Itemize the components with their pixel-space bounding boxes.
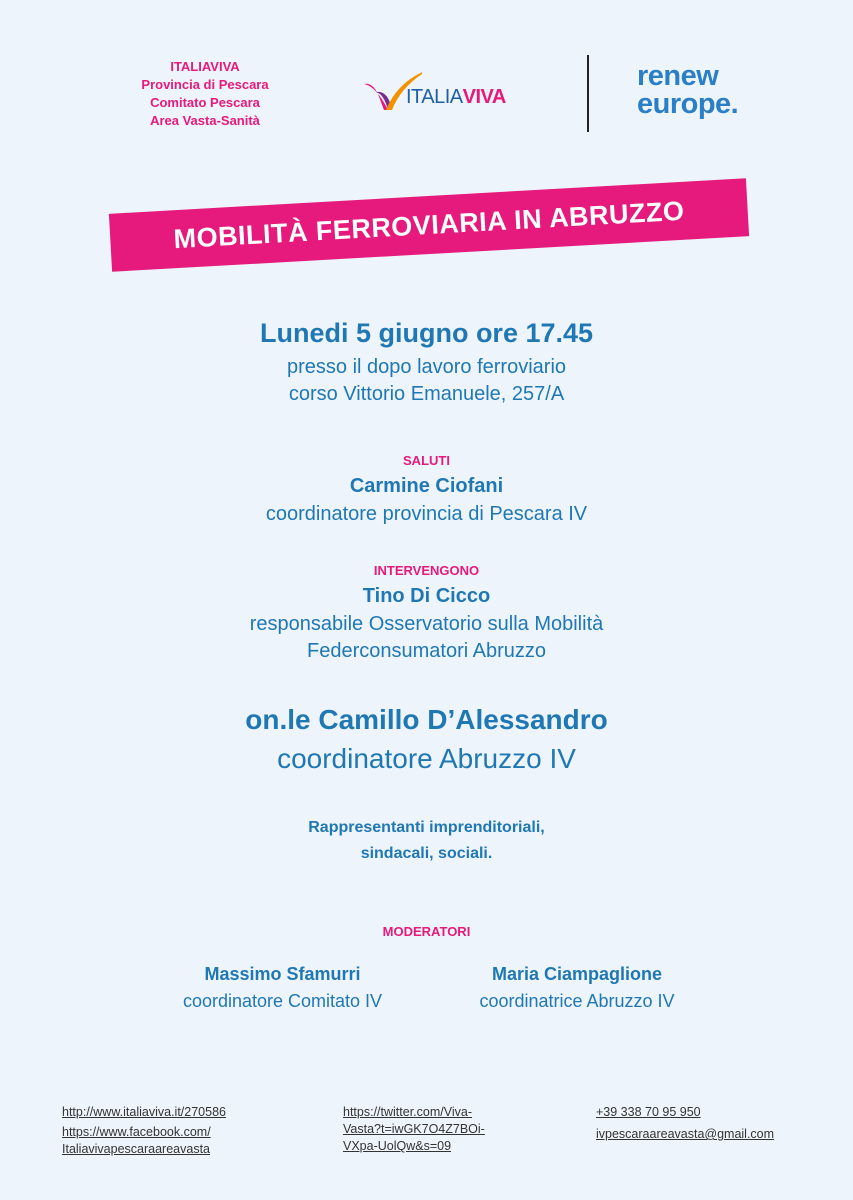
role-line: responsabile Osservatorio sulla Mobilità: [249, 613, 604, 635]
phone-number[interactable]: +39 338 70 95 950: [596, 1105, 701, 1119]
saluti-label: SALUTI: [403, 453, 450, 468]
moderator-role: coordinatrice Abruzzo IV: [479, 991, 675, 1011]
organizer-block: [105, 58, 305, 130]
renew-line: renew: [637, 60, 719, 92]
moderator-name: Massimo Sfamurri: [204, 964, 361, 984]
twitter-link-cont[interactable]: Vasta?t=iwGK7O4Z7BOi-: [343, 1122, 485, 1136]
facebook-link[interactable]: https://www.facebook.com/: [62, 1125, 211, 1139]
representatives: [0, 815, 853, 867]
keynote-name: on.le Camillo D’Alessandro: [245, 704, 608, 735]
wordmark-part1: ITALIA: [406, 86, 463, 108]
twitter-link-cont[interactable]: VXpa-UolQw&s=09: [343, 1139, 452, 1153]
role-line: Federconsumatori Abruzzo: [306, 640, 546, 662]
moderatori-label: MODERATORI: [382, 924, 471, 939]
venue-line: corso Vittorio Emanuele, 257/A: [288, 383, 565, 405]
footer-web-links[interactable]: [62, 1104, 226, 1158]
email-link[interactable]: ivpescaraareavasta@gmail.com: [596, 1127, 775, 1141]
renew-europe-logo: [637, 62, 777, 118]
intervengono-role: [0, 611, 853, 665]
website-link[interactable]: http://www.italiaviva.it/270586: [62, 1105, 226, 1119]
reps-line: Rappresentanti imprenditoriali,: [308, 819, 545, 836]
moderator-2: [442, 964, 712, 1012]
footer-twitter-link[interactable]: [343, 1104, 485, 1155]
keynote-role: coordinatore Abruzzo IV: [277, 743, 576, 774]
venue-line: presso il dopo lavoro ferroviario: [286, 356, 567, 378]
facebook-link-cont[interactable]: Italiavivapescaraareavasta: [62, 1142, 210, 1156]
renew-line: europe.: [637, 88, 739, 120]
event-title: MOBILITÀ FERROVIARIA IN ABRUZZO: [172, 195, 686, 254]
moderator-name: Maria Ciampaglione: [491, 964, 663, 984]
saluti-role: coordinatore provincia di Pescara IV: [265, 503, 588, 525]
twitter-link[interactable]: https://twitter.com/Viva-: [343, 1105, 472, 1119]
event-date: Lunedi 5 giugno ore 17.45: [259, 318, 594, 348]
moderator-1: [150, 964, 415, 1012]
moderator-role: coordinatore Comitato IV: [182, 991, 383, 1011]
italiaviva-wordmark: [406, 86, 506, 109]
saluti-name: Carmine Ciofani: [349, 475, 504, 497]
wordmark-part2: VIVA: [462, 86, 506, 108]
reps-line: sindacali, sociali.: [360, 845, 493, 862]
event-venue: [0, 354, 853, 408]
org-line: Comitato Pescara: [150, 95, 260, 110]
org-line: ITALIAVIVA: [170, 59, 240, 74]
intervengono-name: Tino Di Cicco: [362, 585, 491, 607]
org-line: Provincia di Pescara: [141, 77, 269, 92]
title-banner: [109, 178, 749, 272]
intervengono-label: INTERVENGONO: [373, 563, 480, 578]
footer-contacts[interactable]: [596, 1104, 774, 1143]
italiaviva-logo: [362, 64, 537, 116]
org-line: Area Vasta-Sanità: [150, 113, 260, 128]
header-divider: [587, 55, 589, 132]
